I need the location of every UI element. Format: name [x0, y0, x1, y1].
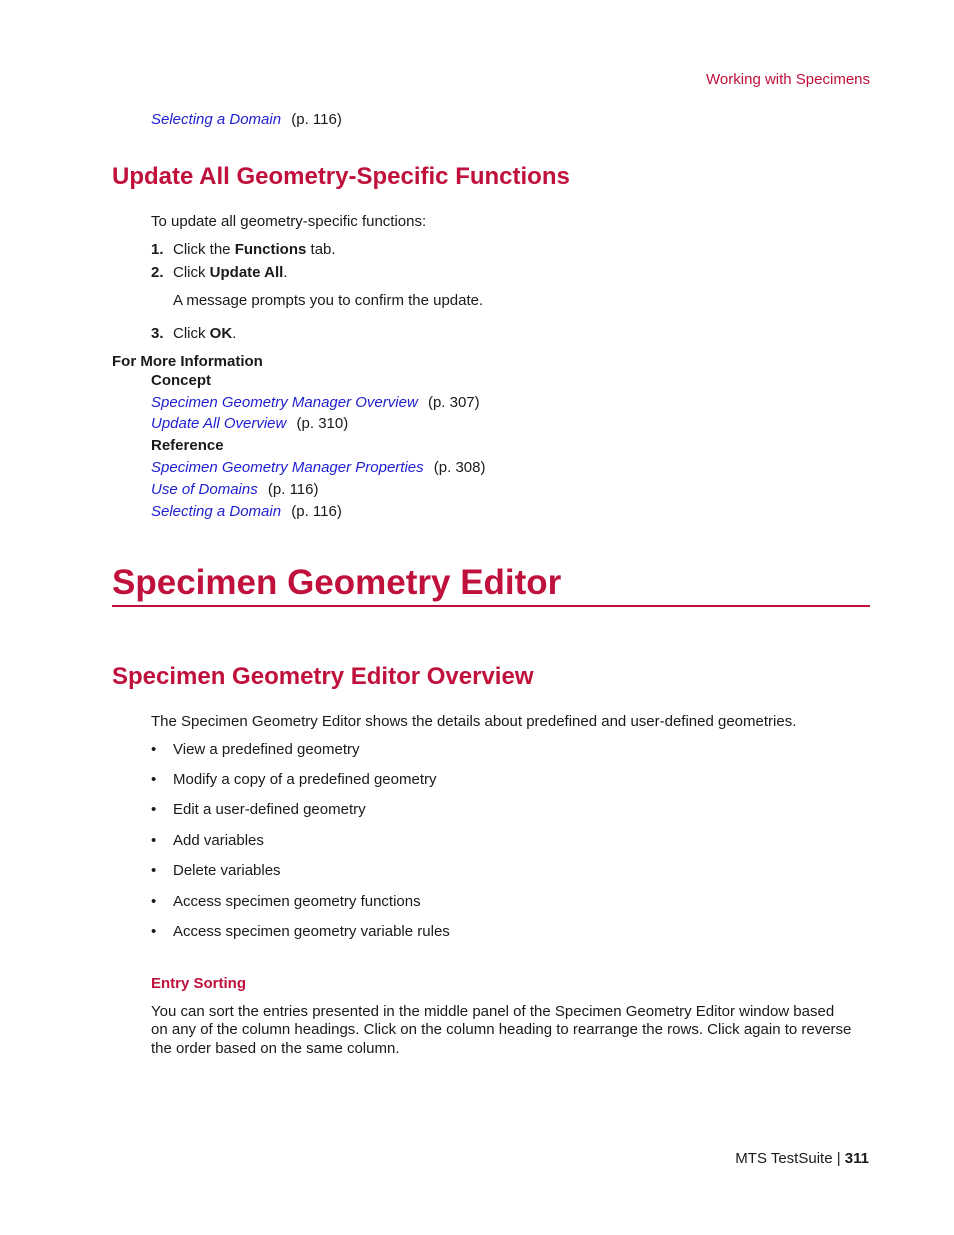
reference-link[interactable]: Use of Domains	[151, 481, 258, 498]
step-text: Click	[173, 325, 210, 342]
more-info-heading: For More Information	[112, 353, 263, 370]
bullet-glyph: •	[151, 832, 157, 849]
step-number: 2.	[151, 264, 164, 281]
page-ref: (p. 307)	[427, 394, 480, 411]
reference-entry	[151, 415, 348, 432]
list-item	[151, 893, 421, 910]
reference-entry	[151, 394, 480, 411]
list-item	[151, 862, 281, 879]
reference-heading: Reference	[151, 437, 224, 454]
step-ui-term: Functions	[234, 241, 307, 258]
reference-entry	[151, 481, 318, 498]
concept-heading: Concept	[151, 372, 211, 389]
list-item-text: Access specimen geometry functions	[173, 893, 421, 910]
step-text: .	[283, 264, 288, 281]
overview-intro: The Specimen Geometry Editor shows the details about predefined and user-defined geometries.	[151, 713, 797, 730]
reference-entry	[151, 503, 342, 520]
list-item-text: Edit a user-defined geometry	[173, 801, 366, 818]
reference-entry	[151, 459, 486, 476]
bullet-glyph: •	[151, 923, 157, 940]
page-footer	[735, 1150, 869, 1167]
page-ref: (p. 308)	[433, 459, 486, 476]
step-item	[151, 264, 287, 281]
list-item-text: Access specimen geometry variable rules	[173, 923, 450, 940]
list-item-text: View a predefined geometry	[173, 741, 360, 758]
reference-link[interactable]: Selecting a Domain	[151, 503, 282, 520]
reference-entry	[151, 111, 342, 128]
step-text: Click the	[173, 241, 235, 258]
page-ref: (p. 116)	[291, 111, 342, 128]
concept-link[interactable]: Update All Overview	[151, 415, 287, 432]
footer-separator: |	[836, 1150, 841, 1167]
step-number: 1.	[151, 241, 164, 258]
list-item	[151, 923, 450, 940]
list-item-text: Add variables	[173, 832, 264, 849]
step-item	[151, 325, 236, 342]
step-text: Click	[173, 264, 210, 281]
bullet-glyph: •	[151, 771, 157, 788]
subsection-title-entry-sorting: Entry Sorting	[151, 975, 247, 992]
page-number: 311	[844, 1150, 869, 1167]
entry-sorting-line: on any of the column headings. Click on the column heading to rearrange the rows. Click again to reverse	[151, 1021, 852, 1038]
step-text: .	[232, 325, 237, 342]
footer-product: MTS TestSuite	[735, 1150, 833, 1167]
reference-link[interactable]: Specimen Geometry Manager Properties	[151, 459, 424, 476]
chapter-rule	[112, 605, 870, 607]
list-item-text: Delete variables	[173, 862, 281, 879]
section-title-overview: Specimen Geometry Editor Overview	[112, 663, 534, 690]
update-all-intro: To update all geometry-specific functions:	[151, 213, 427, 230]
running-header: Working with Specimens	[706, 71, 870, 88]
concept-link[interactable]: Specimen Geometry Manager Overview	[151, 394, 418, 411]
chapter-title: Specimen Geometry Editor	[112, 563, 562, 602]
list-item	[151, 832, 264, 849]
entry-sorting-line: the order based on the same column.	[151, 1040, 400, 1057]
page-ref: (p. 310)	[296, 415, 349, 432]
list-item	[151, 741, 360, 758]
list-item	[151, 801, 366, 818]
step-text: tab.	[306, 241, 336, 258]
step-note: A message prompts you to confirm the update.	[173, 292, 484, 309]
bullet-glyph: •	[151, 741, 157, 758]
entry-sorting-line: You can sort the entries presented in the middle panel of the Specimen Geometry Editor window based	[151, 1003, 835, 1020]
step-number: 3.	[151, 325, 164, 342]
page-ref: (p. 116)	[291, 503, 342, 520]
selecting-a-domain-link[interactable]: Selecting a Domain	[151, 111, 282, 128]
step-ui-term: Update All	[209, 264, 284, 281]
step-ui-term: OK	[209, 325, 233, 342]
step-item	[151, 241, 336, 258]
list-item-text: Modify a copy of a predefined geometry	[173, 771, 437, 788]
page-ref: (p. 116)	[267, 481, 319, 498]
list-item	[151, 771, 436, 788]
bullet-glyph: •	[151, 801, 157, 818]
section-title-update-all: Update All Geometry-Specific Functions	[112, 163, 570, 190]
bullet-glyph: •	[151, 893, 157, 910]
bullet-glyph: •	[151, 862, 157, 879]
